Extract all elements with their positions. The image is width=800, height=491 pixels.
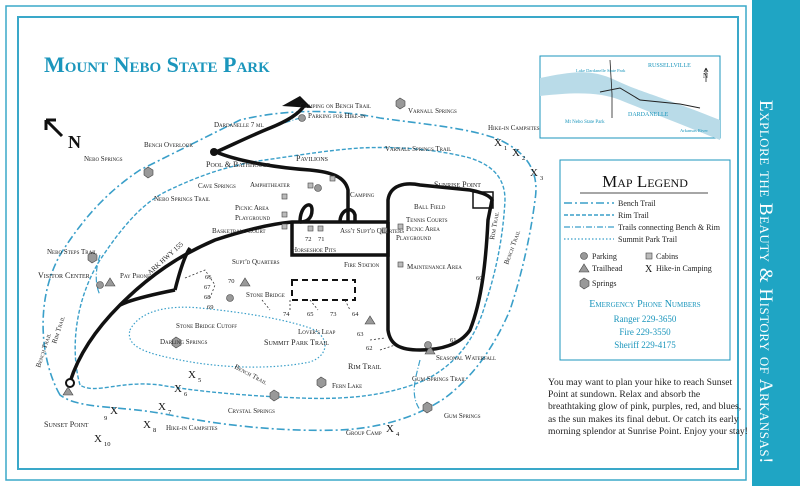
label-hikein-top: Hike-in Campsites	[488, 124, 540, 132]
legend-rim-trail: Rim Trail	[618, 211, 649, 220]
emergency-ranger: Ranger 229-3650	[613, 314, 677, 324]
label-payphone: Pay Phone	[120, 272, 151, 280]
label-visitor: Visitor Center	[38, 271, 90, 280]
side-banner-text: Explore the Beauty & History of Arkansas!	[755, 100, 776, 464]
north-arrow-icon	[46, 120, 62, 136]
emergency-fire: Fire 229-3550	[619, 327, 671, 337]
inset-north-label: N	[703, 72, 709, 80]
cabin-71: 71	[318, 236, 325, 243]
svg-text:X: X	[512, 147, 520, 159]
x-icon: X	[645, 264, 653, 275]
label-bench3: Bench Trail	[502, 229, 523, 266]
cabin-64: 64	[352, 311, 359, 318]
legend-parking: Parking	[592, 252, 617, 261]
inset-map	[540, 56, 720, 140]
label-rim: Rim Trail	[348, 362, 382, 371]
label-nebo-springs: Nebo Springs	[84, 155, 123, 163]
label-dardanelle: Dardanelle 7 mi.	[214, 121, 264, 129]
label-gum: Gum Springs	[444, 412, 481, 420]
label-rim2: Rim Trail	[50, 315, 67, 345]
label-asst: Ass't Supt'd Quarters	[340, 227, 405, 235]
label-crystal: Crystal Springs	[228, 407, 275, 415]
cabin-67: 67	[204, 284, 211, 291]
inset-label-river: Arkansas River	[680, 128, 708, 133]
inset-label-nebo: Mt Nebo State Park	[565, 120, 605, 125]
legend-cabins: Cabins	[656, 252, 679, 261]
inset-label-lake: Lake Dardanelle State Park	[576, 68, 626, 73]
cabin-74: 74	[283, 311, 290, 318]
label-varnall: Varnall Springs	[408, 107, 457, 115]
campsite-2: 2	[522, 155, 526, 162]
label-bench: Bench Trail	[233, 362, 269, 387]
label-cave-springs: Cave Springs	[198, 182, 236, 190]
label-picnic: Picnic Area	[235, 204, 269, 212]
label-summit: Summit Park Trail	[264, 338, 329, 347]
map-title: Mount Nebo State Park	[44, 52, 270, 77]
label-hwy: ARK HWY 155	[145, 240, 185, 277]
label-playground2: Playground	[396, 234, 432, 242]
cabin-73: 73	[330, 311, 337, 318]
label-gum-trail: Gum Springs Trail	[412, 375, 467, 383]
svg-text:X: X	[386, 423, 394, 435]
map-legend	[560, 160, 730, 360]
svg-text:X: X	[94, 433, 102, 445]
campsite-8: 8	[153, 427, 157, 434]
label-nebo-trail: Nebo Springs Trail	[154, 195, 211, 203]
svg-text:X: X	[494, 137, 502, 149]
campsite-5: 5	[198, 377, 202, 384]
campsite-4: 4	[396, 431, 400, 438]
label-fern: Fern Lake	[332, 382, 363, 390]
north-label: N	[68, 132, 81, 152]
label-supt: Supt'd Quarters	[232, 258, 280, 266]
label-seasonal: Seasonal Waterfall	[436, 354, 497, 362]
circle-icon	[581, 253, 588, 260]
campsite-7: 7	[168, 409, 172, 416]
campsite-9: 9	[104, 415, 108, 422]
cabin-63: 63	[357, 331, 364, 338]
label-group: Group Camp	[346, 429, 382, 437]
svg-text:X: X	[188, 369, 196, 381]
legend-springs: Springs	[592, 279, 617, 288]
legend-hikein: Hike-in Camping	[656, 264, 712, 273]
cabin-70: 70	[228, 278, 235, 285]
svg-text:X: X	[530, 167, 538, 179]
label-ball: Ball Field	[414, 203, 446, 211]
svg-text:X: X	[110, 405, 118, 417]
label-stone-bridge: Stone Bridge	[246, 291, 285, 299]
campsite-1: 1	[504, 145, 508, 152]
label-sunrise: Sunrise Point	[434, 180, 481, 189]
legend-title: Map Legend	[602, 172, 688, 191]
label-rim3: Rim Trail	[488, 211, 501, 241]
sunset-parking-icon	[66, 379, 74, 387]
label-darling: Darling Springs	[160, 338, 208, 346]
cabin-66: 66	[205, 274, 212, 281]
inset-town-dardanelle: DARDANELLE	[628, 112, 669, 118]
cabin-60: 60	[476, 275, 483, 282]
visitor-notes: You may want to plan your hike to reach Sunset Point at sundown. Relax and absorb the breathtaking glow of pink, purples, red, and blues, as the sun makes its final debut. Or catch its early morning splendor at Sunrise Point. Enjoy your stay!	[548, 377, 748, 437]
road-end-icon	[210, 148, 218, 156]
svg-text:X: X	[158, 401, 166, 413]
campsite-3: 3	[540, 175, 544, 182]
label-bench2: Bench Trail	[34, 332, 53, 369]
label-camping-bench: Camping on Bench Trail	[300, 102, 371, 110]
label-amphitheater: Amphitheater	[250, 181, 290, 189]
inset-town-russellville: RUSSELLVILLE	[648, 63, 691, 69]
label-horseshoe: Horseshoe Pits	[292, 246, 337, 254]
emergency-sheriff: Sheriff 229-4175	[614, 340, 676, 350]
legend-bench-trail: Bench Trail	[618, 199, 656, 208]
cabin-62: 62	[366, 345, 373, 352]
cabin-72: 72	[305, 236, 312, 243]
campsite-10: 10	[104, 441, 111, 448]
connector-trail-2	[414, 360, 420, 410]
label-parking-hike: Parking for Hike-in	[308, 112, 366, 120]
svg-text:X: X	[143, 419, 151, 431]
label-lovers: Lover's Leap	[298, 328, 336, 336]
label-picnic2: Picnic Area	[406, 225, 440, 233]
label-sunset: Sunset Point	[44, 420, 89, 429]
cabin-69: 69	[207, 304, 214, 311]
label-hikein-bottom: Hike-in Campsites	[166, 424, 218, 432]
cabin-65: 65	[307, 311, 314, 318]
cabin-68: 68	[204, 294, 211, 301]
legend-summit: Summit Park Trail	[618, 235, 678, 244]
campsite-6: 6	[184, 391, 188, 398]
label-fire: Fire Station	[344, 261, 380, 269]
label-varnall-trail: Varnall Springs Trail	[385, 145, 452, 153]
svg-text:X: X	[174, 383, 182, 395]
legend-trailhead: Trailhead	[592, 264, 623, 273]
label-maint: Maintenance Area	[407, 263, 462, 271]
label-bench-overlook: Bench Overlook	[144, 141, 193, 149]
emergency-title: Emergency Phone Numbers	[589, 299, 701, 310]
dashed-road	[292, 280, 355, 300]
cabin-61: 61	[450, 337, 457, 344]
label-steps: Nebo Steps Trail	[47, 248, 97, 256]
label-basketball: Basketball Court	[212, 227, 266, 235]
label-pool: Pool & Bathhouse	[206, 160, 271, 169]
legend-connecting: Trails connecting Bench & Rim	[618, 223, 720, 232]
square-icon	[646, 253, 652, 259]
label-camping: Camping	[350, 191, 375, 199]
label-stone-cutoff: Stone Bridge Cutoff	[176, 322, 237, 330]
label-pavilions: Pavilions	[296, 154, 329, 163]
label-tennis: Tennis Courts	[406, 216, 448, 224]
label-playground: Playground	[235, 214, 271, 222]
